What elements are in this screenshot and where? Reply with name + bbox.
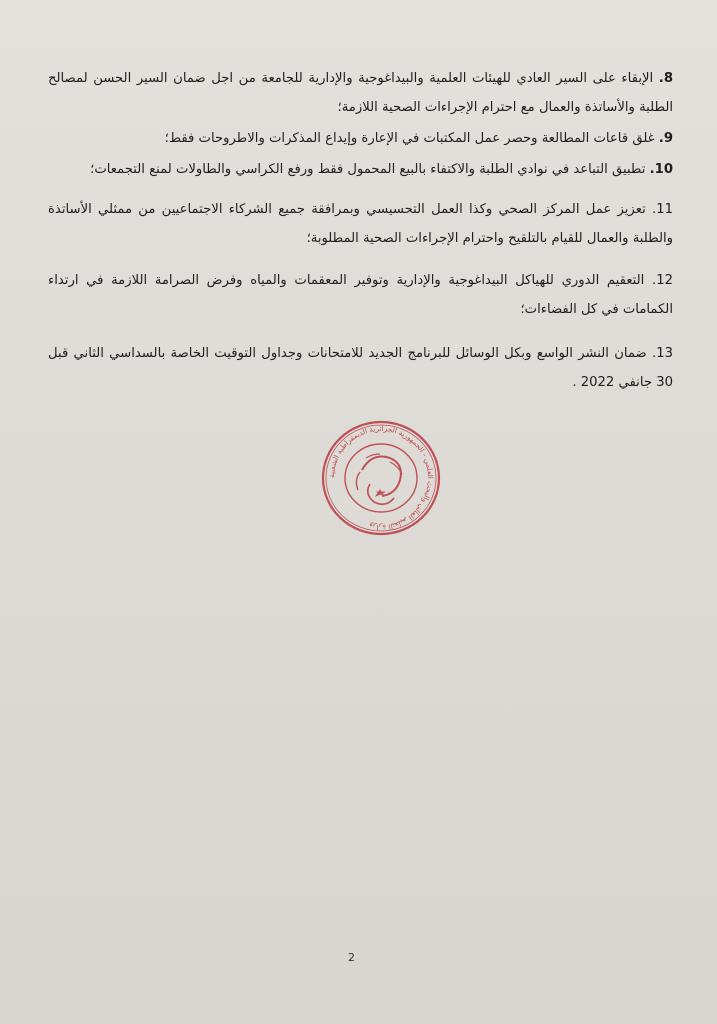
- list-item-13: [48, 339, 673, 397]
- item-number: 13.: [652, 346, 673, 361]
- item-text: غلق قاعات المطالعة وحصر عمل المكتبات في الإعارة وإيداع المذكرات والاطروحات فقط؛: [164, 131, 655, 146]
- seal-graphic: [323, 422, 439, 534]
- item-text: التعقيم الدوري للهياكل البيداغوجية والإدارية وتوفير المعقمات والمياه وفرض الصرامة اللازمة في ارتداء الكمامات في كل الفضاءات؛: [48, 273, 673, 317]
- item-number: 10.: [649, 162, 673, 177]
- list-item-9: [48, 124, 673, 153]
- item-text: ضمان النشر الواسع وبكل الوسائل للبرنامج الجديد للامتحانات وجداول التوقيت الخاصة بالسداسي الثاني قبل 30 جانفي 2022 .: [48, 346, 673, 390]
- list-item-11: [48, 195, 673, 253]
- list-item-10: [48, 155, 673, 184]
- item-text: الإبقاء على السير العادي للهيئات العلمية والبيداغوجية والإدارية للجامعة من اجل ضمان السير الحسن لمصالح الطلبة والأساتذة والعمال مع احترام الإجراءات الصحية اللازمة؛: [48, 71, 673, 115]
- item-number: 9.: [658, 131, 673, 146]
- seal-ring-text: وزارة التعليم العالي والبحث العلمي - الجمهورية الجزائرية الديمقراطية الشعبية: [326, 423, 436, 533]
- item-text: تعزيز عمل المركز الصحي وكذا العمل التحسيسي وبمرافقة جميع الشركاء الاجتماعيين من ممثلي الأساتذة والطلبة والعمال للقيام بالتلقيح واحترام الإجراءات الصحية المطلوبة؛: [48, 202, 673, 246]
- official-seal-icon: [318, 418, 444, 538]
- page-number: 2: [348, 951, 355, 964]
- item-number: 8.: [658, 71, 673, 86]
- item-text: تطبيق التباعد في نوادي الطلبة والاكتفاء بالبيع المحمول فقط ورفع الكراسي والطاولات لمنع التجمعات؛: [90, 162, 646, 177]
- item-number: 12.: [652, 273, 673, 288]
- list-item-12: [48, 266, 673, 324]
- list-item-8: [48, 64, 673, 122]
- item-number: 11.: [652, 202, 673, 217]
